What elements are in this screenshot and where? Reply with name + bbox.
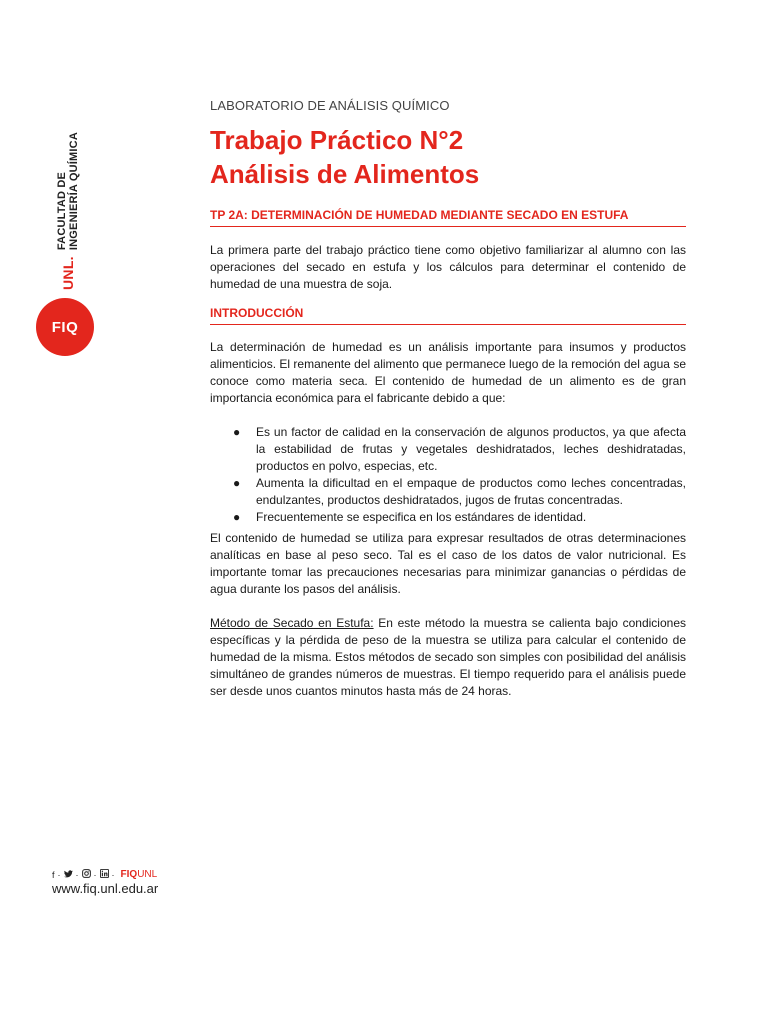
fiq-logo-badge: FIQ bbox=[36, 298, 94, 356]
brand-fiq: FIQ bbox=[120, 869, 138, 880]
intro-paragraph-2: El contenido de humedad se utiliza para expresar resultados de otras determinaciones analíticas en base al peso seco. Tal es el caso de los datos de valor nutricional. Es importante tomar las precauciones necesarias para minimizar ganancias o pérdidas de agua durante los pasos del análisis. bbox=[210, 531, 686, 596]
intro-paragraph-3 bbox=[210, 615, 686, 700]
list-item: ● Frecuentemente se especifica en los estándares de identidad. bbox=[233, 510, 587, 524]
instagram-icon[interactable] bbox=[82, 869, 91, 880]
faculty-name-line1: FACULTAD DE bbox=[56, 171, 68, 251]
bullet: ● bbox=[233, 510, 241, 524]
brand-unl: UNL bbox=[137, 869, 158, 880]
fiq-unl-handle[interactable] bbox=[121, 869, 158, 880]
tp-description: La primera parte del trabajo práctico tiene como objetivo familiarizar al alumno con las operaciones del secado en estufa y los cálculos para determinar el contenido de humedad de una muestra de soja. bbox=[210, 243, 686, 291]
faculty-logo-vertical bbox=[50, 132, 86, 290]
social-links: f · · · · FIQUNL bbox=[52, 869, 158, 880]
title-line2: Análisis de Alimentos bbox=[210, 159, 480, 189]
importance-list bbox=[210, 424, 686, 526]
section-heading-introduccion: INTRODUCCIÓN bbox=[210, 306, 686, 325]
bullet: ● bbox=[233, 425, 241, 439]
page-title bbox=[210, 123, 686, 191]
bullet: ● bbox=[233, 476, 241, 490]
list-item: ● Aumenta la dificultad en el empaque de productos como leches concentradas, endulzantes, productos deshidratados, jugos de frutas concentradas. bbox=[233, 476, 686, 507]
method-label: Método de Secado en Estufa: bbox=[210, 616, 374, 630]
list-item: ● Es un factor de calidad en la conservación de algunos productos, ya que afecta la estabilidad de frutas y vegetales deshidratados, leches deshidratadas, productos en polvo, especias, etc. bbox=[233, 425, 686, 473]
faculty-name-line2: INGENIERÍA QUÍMICA bbox=[68, 132, 80, 251]
section-heading-tp2a: TP 2A: DETERMINACIÓN DE HUMEDAD MEDIANTE SECADO EN ESTUFA bbox=[210, 208, 686, 227]
intro-paragraph-1: La determinación de humedad es un análisis importante para insumos y productos alimenticios. El remanente del alimento que permanece luego de la remoción del agua se conoce como materia seca. El contenido de humedad de un alimento es de gran importancia económica para el fabricante debido a que: bbox=[210, 340, 686, 405]
main-content bbox=[210, 98, 686, 700]
lab-name: LABORATORIO DE ANÁLISIS QUÍMICO bbox=[210, 98, 450, 113]
facebook-icon[interactable]: f bbox=[52, 869, 55, 880]
method-text: En este método la muestra se calienta bajo condiciones específicas y la pérdida de peso de la muestra se utiliza para calcular el contenido de humedad de la misma. Estos métodos de secado son simples con posibilidad del análisis simultáneo de grandes números de muestras. El tiempo requerido para el análisis puede ser desde unos cuantos minutos hasta más de 24 horas. bbox=[210, 616, 686, 698]
unl-logo-text: UNL. bbox=[60, 256, 76, 290]
website-link[interactable]: www.fiq.unl.edu.ar bbox=[52, 881, 159, 896]
title-line1: Trabajo Práctico N°2 bbox=[210, 125, 464, 155]
linkedin-icon[interactable] bbox=[100, 869, 109, 880]
faculty-name bbox=[56, 132, 80, 250]
twitter-icon[interactable] bbox=[64, 870, 73, 880]
